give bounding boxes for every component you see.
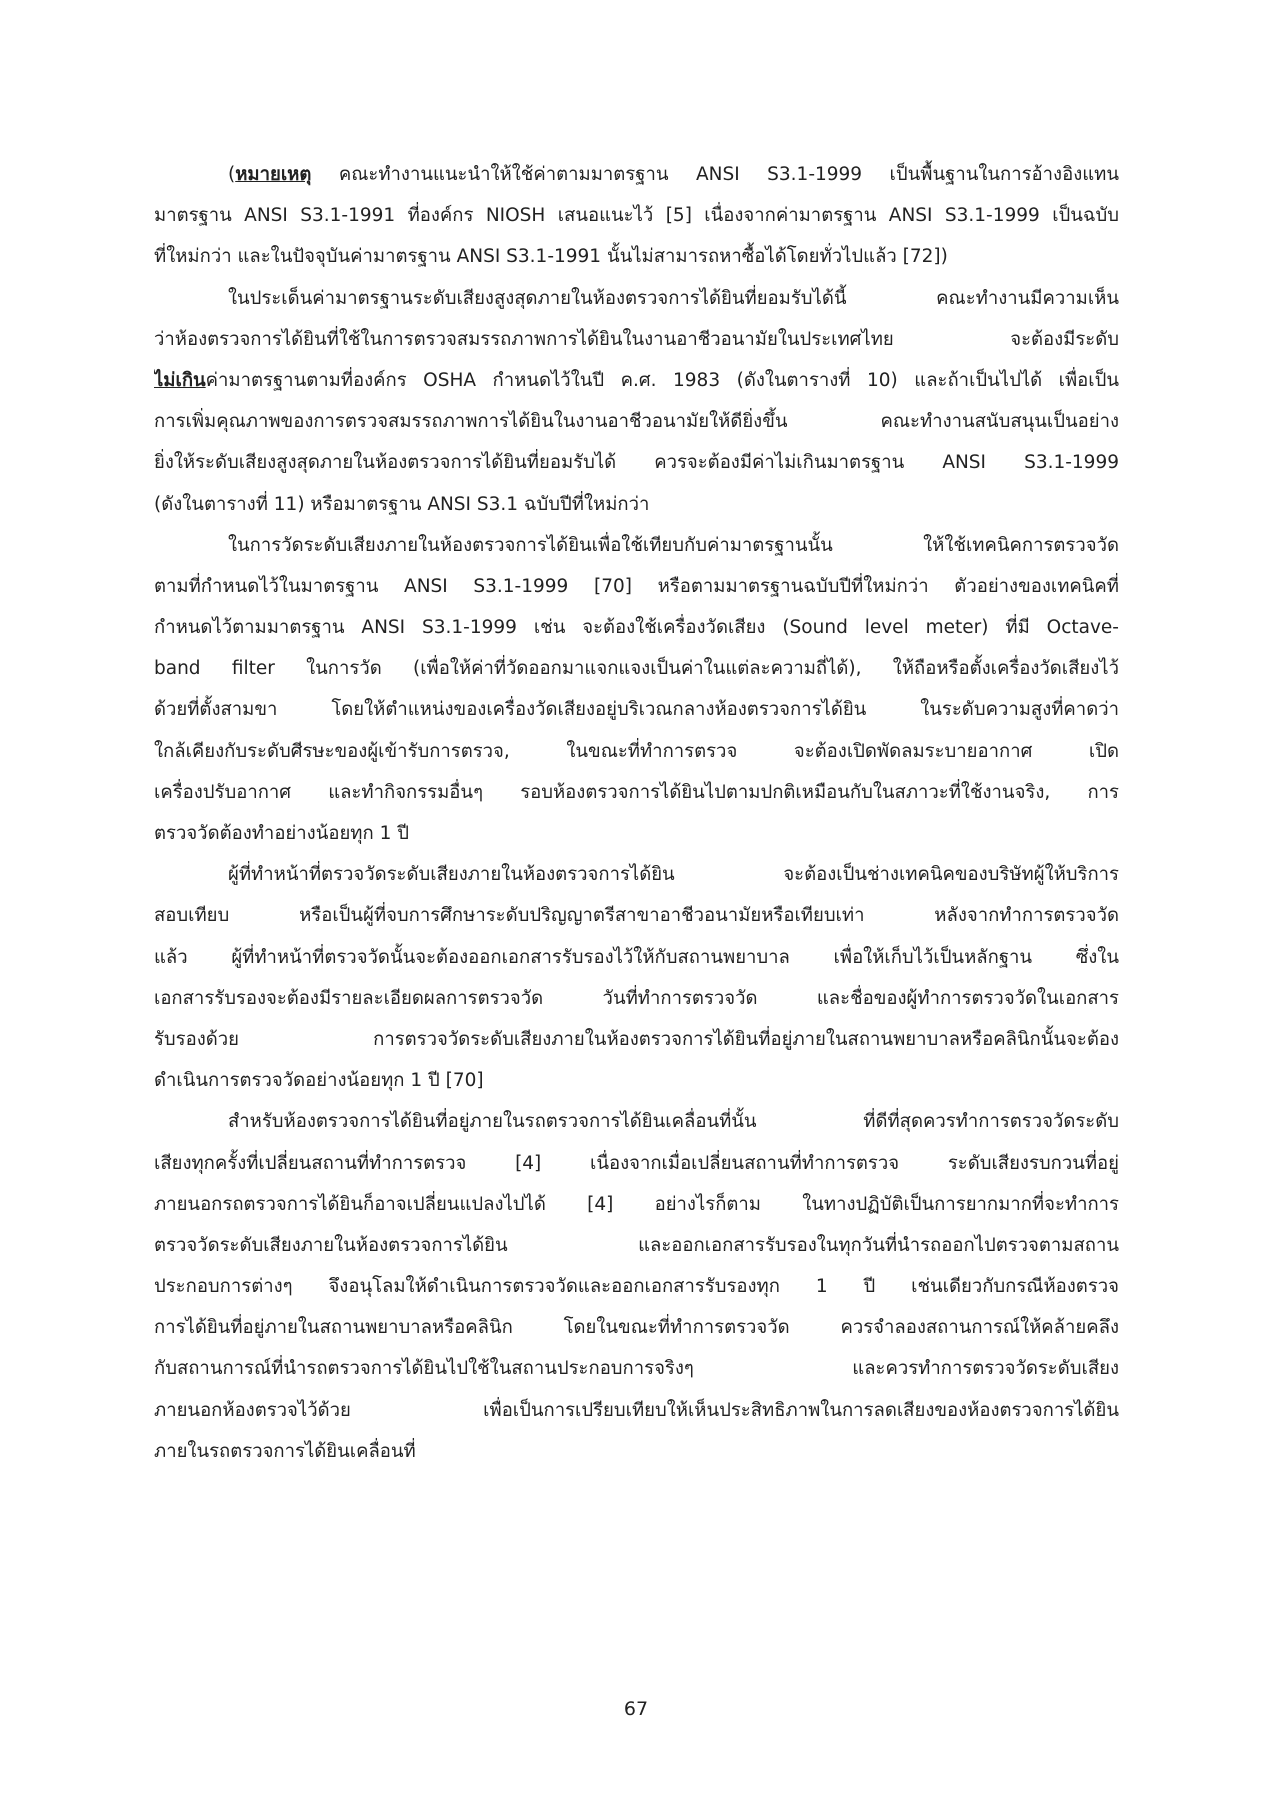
paragraph-line: ใกล้เคียงกับระดับศีรษะของผู้เข้ารับการตรวจ, ในขณะที่ทำการตรวจ จะต้องเปิดพัดลมระบายอากาศ เปิด bbox=[154, 740, 1119, 762]
paragraph-line: (ดังในตารางที่ 11) หรือมาตรฐาน ANSI S3.1 ฉบับปีที่ใหม่กว่า bbox=[154, 493, 650, 515]
line-text: คณะทำงานแนะนำให้ใช้ค่าตามมาตรฐาน ANSI S3.1-1999 เป็นพื้นฐานในการอ้างอิงแทน bbox=[311, 164, 1119, 185]
paragraph-line: ตามที่กำหนดไว้ในมาตรฐาน ANSI S3.1-1999 [70] หรือตามมาตรฐานฉบับปีที่ใหม่กว่า ตัวอย่างของเทคนิคที่ bbox=[154, 575, 1119, 597]
page-number: 67 bbox=[623, 1698, 649, 1720]
emphasis-not-exceed: ไม่เกิน bbox=[154, 369, 206, 391]
paragraph-line bbox=[154, 154, 1119, 195]
paragraph-line: แล้ว ผู้ที่ทำหน้าที่ตรวจวัดนั้นจะต้องออกเอกสารรับรองไว้ให้กับสถานพยาบาล เพื่อให้เก็บไว้เป็นหลักฐาน ซึ่งใน bbox=[154, 946, 1119, 968]
paragraph-line: ในการวัดระดับเสียงภายในห้องตรวจการได้ยินเพื่อใช้เทียบกับค่ามาตรฐานนั้น ให้ใช้เทคนิคการตรวจวัด bbox=[228, 534, 1119, 556]
line-text: ค่ามาตรฐานตามที่องค์กร OSHA กำหนดไว้ในปี ค.ศ. 1983 (ดังในตารางที่ 10) และถ้าเป็นไปได้ เพื่อเป็น bbox=[205, 369, 1119, 391]
paragraph-measurer-qualification bbox=[154, 854, 1119, 1101]
paragraph-note bbox=[154, 154, 1119, 278]
paragraph-line: กับสถานการณ์ที่นำรถตรวจการได้ยินไปใช้ในสถานประกอบการจริงๆ และควรทำการตรวจวัดระดับเสียง bbox=[154, 1358, 1119, 1380]
paragraph-line: รับรองด้วย การตรวจวัดระดับเสียงภายในห้องตรวจการได้ยินที่อยู่ภายในสถานพยาบาลหรือคลินิกนั้นจะต้อง bbox=[154, 1028, 1119, 1050]
paragraph-line: เครื่องปรับอากาศ และทำกิจกรรมอื่นๆ รอบห้องตรวจการได้ยินไปตามปกติเหมือนกับในสภาวะที่ใช้งานจริง, การ bbox=[154, 781, 1119, 803]
paragraph-line: กำหนดไว้ตามมาตรฐาน ANSI S3.1-1999 เช่น จะต้องใช้เครื่องวัดเสียง (Sound level meter) ที่มี Octave- bbox=[154, 617, 1119, 639]
paragraph-standard-opinion bbox=[154, 278, 1119, 525]
paragraph-line: ด้วยที่ตั้งสามขา โดยให้ตำแหน่งของเครื่องวัดเสียงอยู่บริเวณกลางห้องตรวจการได้ยิน ในระดับความสูงที่คาดว่า bbox=[154, 699, 1119, 721]
paragraph-line: เสียงทุกครั้งที่เปลี่ยนสถานที่ทำการตรวจ [4] เนื่องจากเมื่อเปลี่ยนสถานที่ทำการตรวจ ระดับเสียงรบกวนที่อยู่ bbox=[154, 1152, 1119, 1174]
paragraph-line: สอบเทียบ หรือเป็นผู้ที่จบการศึกษาระดับปริญญาตรีสาขาอาชีวอนามัยหรือเทียบเท่า หลังจากทำการตรวจวัด bbox=[154, 905, 1119, 927]
paragraph-line: ผู้ที่ทำหน้าที่ตรวจวัดระดับเสียงภายในห้องตรวจการได้ยิน จะต้องเป็นช่างเทคนิคของบริษัทผู้ให้บริการ bbox=[228, 864, 1119, 886]
paragraph-line: ที่ใหม่กว่า และในปัจจุบันค่ามาตรฐาน ANSI S3.1-1991 นั้นไม่สามารถหาซื้อได้โดยทั่วไปแล้ว [72]) bbox=[154, 246, 948, 268]
paragraph-line: ภายในรถตรวจการได้ยินเคลื่อนที่ bbox=[154, 1440, 416, 1462]
paragraph-line: มาตรฐาน ANSI S3.1-1991 ที่องค์กร NIOSH เสนอแนะไว้ [5] เนื่องจากค่ามาตรฐาน ANSI S3.1-1999 เป็นฉบับ bbox=[154, 205, 1119, 227]
body-text bbox=[154, 154, 1119, 1472]
paragraph-mobile-unit bbox=[154, 1101, 1119, 1472]
paragraph-line: band filter ในการวัด (เพื่อให้ค่าที่วัดออกมาแจกแจงเป็นค่าในแต่ละความถี่ได้), ให้ถือหรือตั้งเครื่องวัดเสียงไว้ bbox=[154, 658, 1119, 680]
note-label: หมายเหตุ bbox=[235, 164, 312, 185]
paragraph-line: ภายนอกรถตรวจการได้ยินก็อาจเปลี่ยนแปลงไปได้ [4] อย่างไรก็ตาม ในทางปฏิบัติเป็นการยากมากที่จะทำการ bbox=[154, 1193, 1119, 1215]
paragraph-line: เอกสารรับรองจะต้องมีรายละเอียดผลการตรวจวัด วันที่ทำการตรวจวัด และชื่อของผู้ทำการตรวจวัดในเอกสาร bbox=[154, 987, 1119, 1009]
line-text: ( bbox=[228, 164, 236, 185]
paragraph-line: ในประเด็นค่ามาตรฐานระดับเสียงสูงสุดภายในห้องตรวจการได้ยินที่ยอมรับได้นี้ คณะทำงานมีความเห็น bbox=[228, 287, 1119, 309]
paragraph-line: ประกอบการต่างๆ จึงอนุโลมให้ดำเนินการตรวจวัดและออกเอกสารรับรองทุก 1 ปี เช่นเดียวกับกรณีห้องตรวจ bbox=[154, 1276, 1119, 1298]
paragraph-line: ตรวจวัดระดับเสียงภายในห้องตรวจการได้ยิน และออกเอกสารรับรองในทุกวันที่นำรถออกไปตรวจตามสถาน bbox=[154, 1234, 1119, 1256]
paragraph-line bbox=[154, 360, 1119, 401]
paragraph-line: การได้ยินที่อยู่ภายในสถานพยาบาลหรือคลินิก โดยในขณะที่ทำการตรวจวัด ควรจำลองสถานการณ์ให้คล้ายคลึง bbox=[154, 1317, 1119, 1339]
paragraph-line: ดำเนินการตรวจวัดอย่างน้อยทุก 1 ปี [70] bbox=[154, 1070, 484, 1092]
paragraph-line: ว่าห้องตรวจการได้ยินที่ใช้ในการตรวจสมรรถภาพการได้ยินในงานอาชีวอนามัยในประเทศไทย จะต้องมีระดับ bbox=[154, 328, 1119, 350]
paragraph-measurement-technique bbox=[154, 525, 1119, 855]
paragraph-line: ภายนอกห้องตรวจไว้ด้วย เพื่อเป็นการเปรียบเทียบให้เห็นประสิทธิภาพในการลดเสียงของห้องตรวจการได้ยิน bbox=[154, 1399, 1119, 1421]
paragraph-line: การเพิ่มคุณภาพของการตรวจสมรรถภาพการได้ยินในงานอาชีวอนามัยให้ดียิ่งขึ้น คณะทำงานสนับสนุนเป็นอย่าง bbox=[154, 411, 1119, 433]
paragraph-line: ตรวจวัดต้องทำอย่างน้อยทุก 1 ปี bbox=[154, 823, 409, 844]
paragraph-line: ยิ่งให้ระดับเสียงสูงสุดภายในห้องตรวจการได้ยินที่ยอมรับได้ ควรจะต้องมีค่าไม่เกินมาตรฐาน ANSI S3.1-1999 bbox=[154, 452, 1119, 474]
paragraph-line: สำหรับห้องตรวจการได้ยินที่อยู่ภายในรถตรวจการได้ยินเคลื่อนที่นั้น ที่ดีที่สุดควรทำการตรวจวัดระดับ bbox=[228, 1111, 1119, 1133]
